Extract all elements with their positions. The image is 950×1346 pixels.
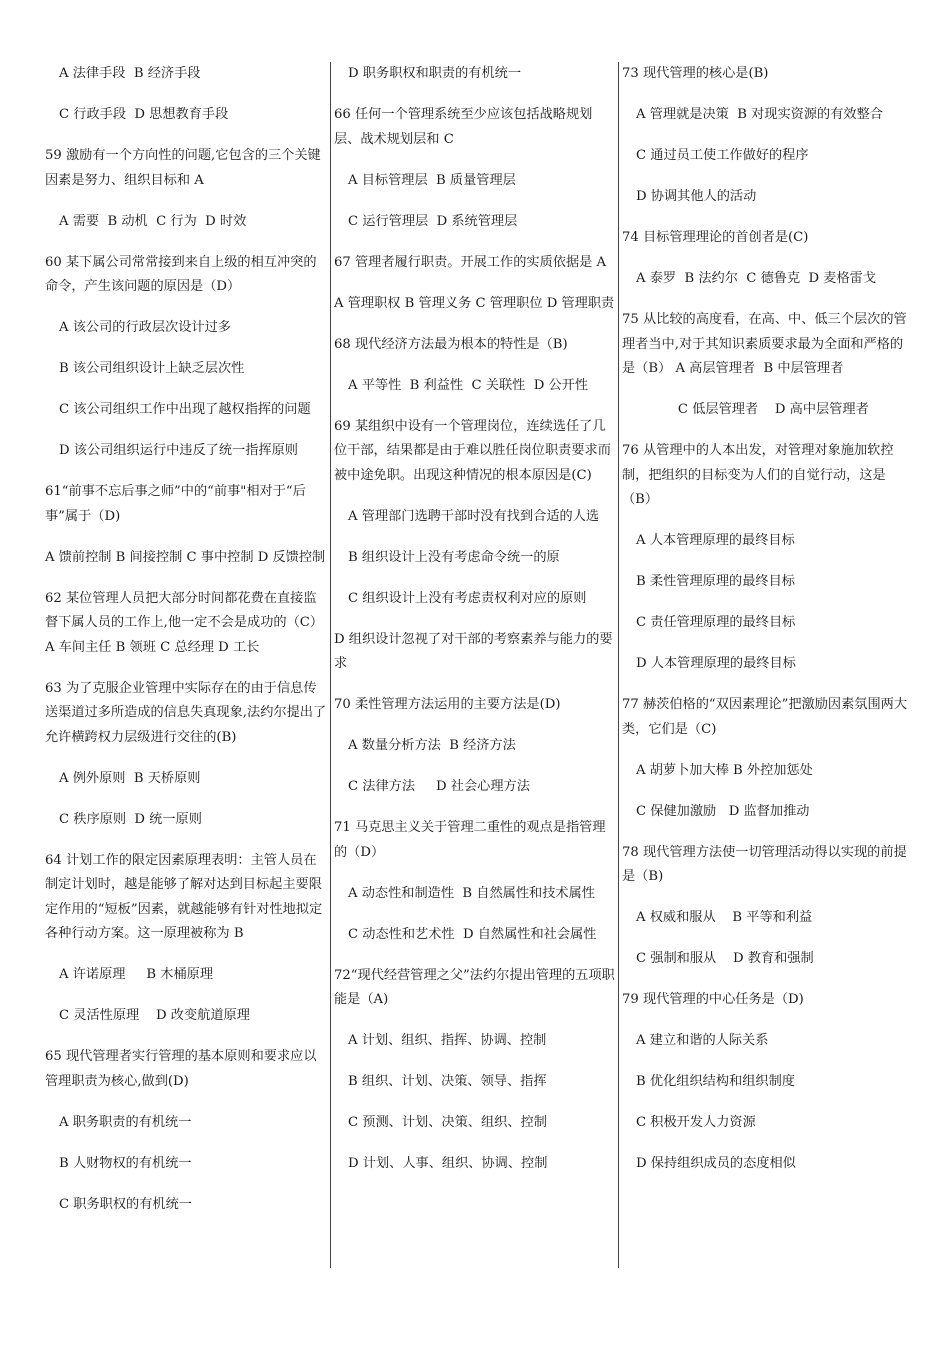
question-line: 73 现代管理的核心是(B) (622, 66, 769, 81)
answer-option-line: A 人本管理原理的最终目标 (636, 533, 795, 548)
answer-option-line: B 组织、计划、决策、领导、指挥 (348, 1074, 547, 1089)
question-line: 64 计划工作的限定因素原理表明：主管人员在制定计划时，越是能够了解对达到目标起主要限定作用的“短板”因素，就越能够有针对性地拟定各种行动方案。这一原理被称为 B (45, 852, 323, 941)
answer-option-line: A 泰罗 B 法约尔 C 德鲁克 D 麦格雷戈 (636, 271, 877, 286)
answer-option-line: A 数量分析方法 B 经济方法 (348, 738, 516, 753)
answer-option-line: A 管理就是决策 B 对现实资源的有效整合 (636, 107, 883, 122)
answer-option-line: D 职务职权和职责的有机统一 (348, 66, 522, 81)
question-line: 69 某组织中设有一个管理岗位，连续选任了几位干部，结果都是由于难以胜任岗位职责要求而被中途免职。出现这种情况的根本原因是(C) (334, 418, 611, 483)
answer-option-line: C 强制和服从 D 教育和强制 (636, 951, 814, 966)
question-line: 65 现代管理者实行管理的基本原则和要求应以管理职责为核心,做到(D) (45, 1049, 317, 1089)
answer-option-line: A 平等性 B 利益性 C 关联性 D 公开性 (348, 377, 589, 393)
question-line: 75 从比较的高度看，在高、中、低三个层次的管理者当中,对于其知识素质要求最为全面和严格的是（B） A 高层管理者 B 中层管理者 (622, 312, 907, 376)
answer-option-line: C 运行管理层 D 系统管理层 (348, 213, 518, 229)
answer-option-line: C 责任管理原理的最终目标 (636, 615, 796, 630)
column-divider-right (618, 62, 619, 1268)
answer-option-line: A 目标管理层 B 质量管理层 (348, 172, 516, 188)
answer-option-line: C 动态性和艺术性 D 自然属性和社会属性 (348, 926, 597, 942)
answer-option-line: A 动态性和制造性 B 自然属性和技术属性 (348, 885, 595, 901)
answer-option-line: B 柔性管理原理的最终目标 (636, 574, 795, 589)
answer-option-line: C 积极开发人力资源 (636, 1115, 756, 1130)
question-line: 59 激励有一个方向性的问题,它包含的三个关键因素是努力、组织目标和 A (45, 148, 321, 188)
answer-option-line: C 组织设计上没有考虑责权利对应的原则 (348, 590, 587, 606)
question-line: D 组织设计忽视了对干部的考察素养与能力的要求 (334, 631, 613, 671)
question-line: 79 现代管理的中心任务是（D) (622, 992, 804, 1007)
question-line: A 管理职权 B 管理义务 C 管理职位 D 管理职责 (334, 295, 615, 311)
question-line: 70 柔性管理方法运用的主要方法是(D) (334, 697, 561, 712)
answer-option-line: A 例外原则 B 天桥原则 (59, 770, 201, 786)
text-column-3 (622, 62, 908, 1268)
answer-option-line: D 保持组织成员的态度相似 (636, 1156, 796, 1171)
answer-option-line: B 优化组织结构和组织制度 (636, 1074, 795, 1089)
text-column-2 (334, 62, 617, 1268)
answer-option-line: B 该公司组织设计上缺乏层次性 (59, 361, 245, 376)
answer-option-line: A 权威和服从 B 平等和利益 (636, 910, 813, 925)
answer-option-line: B 组织设计上没有考虑命令统一的原 (348, 549, 560, 565)
answer-option-line: C 灵活性原理 D 改变航道原理 (59, 1008, 250, 1023)
answer-option-line: D 协调其他人的活动 (636, 189, 757, 204)
question-line: 72“现代经营管理之父”法约尔提出管理的五项职能是（A) (334, 967, 615, 1007)
column-divider-left (330, 62, 331, 1268)
answer-option-line: C 预测、计划、决策、组织、控制 (348, 1115, 547, 1130)
answer-option-line: C 职务职权的有机统一 (59, 1196, 192, 1212)
question-line: 78 现代管理方法使一切管理活动得以实现的前提是（B) (622, 844, 907, 884)
answer-option-line: C 秩序原则 D 统一原则 (59, 811, 202, 827)
question-line: A 馈前控制 B 间接控制 C 事中控制 D 反馈控制 (45, 549, 326, 565)
question-line: 74 目标管理理论的首创者是(C) (622, 230, 809, 245)
answer-option-line: D 人本管理原理的最终目标 (636, 656, 796, 671)
answer-option-line: A 胡萝卜加大棒 B 外控加惩处 (636, 762, 813, 778)
answer-option-line: D 计划、人事、组织、协调、控制 (348, 1156, 548, 1171)
text-column-1 (45, 62, 327, 1268)
question-line: 71 马克思主义关于管理二重性的观点是指管理的（D） (334, 820, 606, 860)
answer-option-line: C 该公司组织工作中出现了越权指挥的问题 (59, 402, 311, 417)
answer-option-line: C 低层管理者 D 高中层管理者 (636, 402, 869, 417)
answer-option-line: A 法律手段 B 经济手段 (59, 66, 201, 81)
question-line: 66 任何一个管理系统至少应该包括战略规划层、战术规划层和 C (334, 107, 593, 147)
answer-option-line: C 通过员工使工作做好的程序 (636, 148, 809, 163)
answer-option-line: D 该公司组织运行中违反了统一指挥原则 (59, 443, 298, 458)
question-line: 62 某位管理人员把大部分时间都花费在直接监督下属人员的工作上,他一定不会是成功的（C） A 车间主任 B 领班 C 总经理 D 工长 (45, 590, 328, 655)
question-line: 60 某下属公司常常接到来自上级的相互冲突的命令，产生该问题的原因是（D） (45, 254, 317, 294)
answer-option-line: A 建立和谐的人际关系 (636, 1033, 769, 1048)
question-line: 63 为了克服企业管理中实际存在的由于信息传送渠道过多所造成的信息失真现象,法约尔提出了允许横跨权力层级进行交往的(B) (45, 680, 327, 745)
answer-option-line: A 许诺原理 B 木桶原理 (59, 967, 214, 982)
question-line: 77 赫茨伯格的“双因素理论”把激励因素氛围两大类，它们是（C) (622, 697, 908, 737)
answer-option-line: B 人财物权的有机统一 (59, 1155, 192, 1171)
answer-option-line: A 管理部门选聘干部时没有找到合适的人选 (348, 508, 600, 524)
question-line: 68 现代经济方法最为根本的特性是（B) (334, 336, 568, 352)
answer-option-line: C 法律方法 D 社会心理方法 (348, 779, 530, 794)
question-line: 76 从管理中的人本出发，对管理对象施加软控制，把组织的目标变为人们的自觉行动，这是（B） (622, 443, 894, 507)
answer-option-line: A 计划、组织、指挥、协调、控制 (348, 1033, 547, 1048)
answer-option-line: A 需要 B 动机 C 行为 D 时效 (59, 213, 247, 229)
answer-option-line: C 保健加激励 D 监督加推动 (636, 803, 810, 819)
answer-option-line: A 该公司的行政层次设计过多 (59, 320, 231, 335)
answer-option-line: C 行政手段 D 思想教育手段 (59, 107, 229, 122)
question-line: 67 管理者履行职责。开展工作的实质依据是 A (334, 254, 607, 270)
answer-option-line: A 职务职责的有机统一 (59, 1114, 192, 1130)
question-line: 61“前事不忘后事之师”中的“前事"相对于“后事”属于（D) (45, 484, 306, 524)
